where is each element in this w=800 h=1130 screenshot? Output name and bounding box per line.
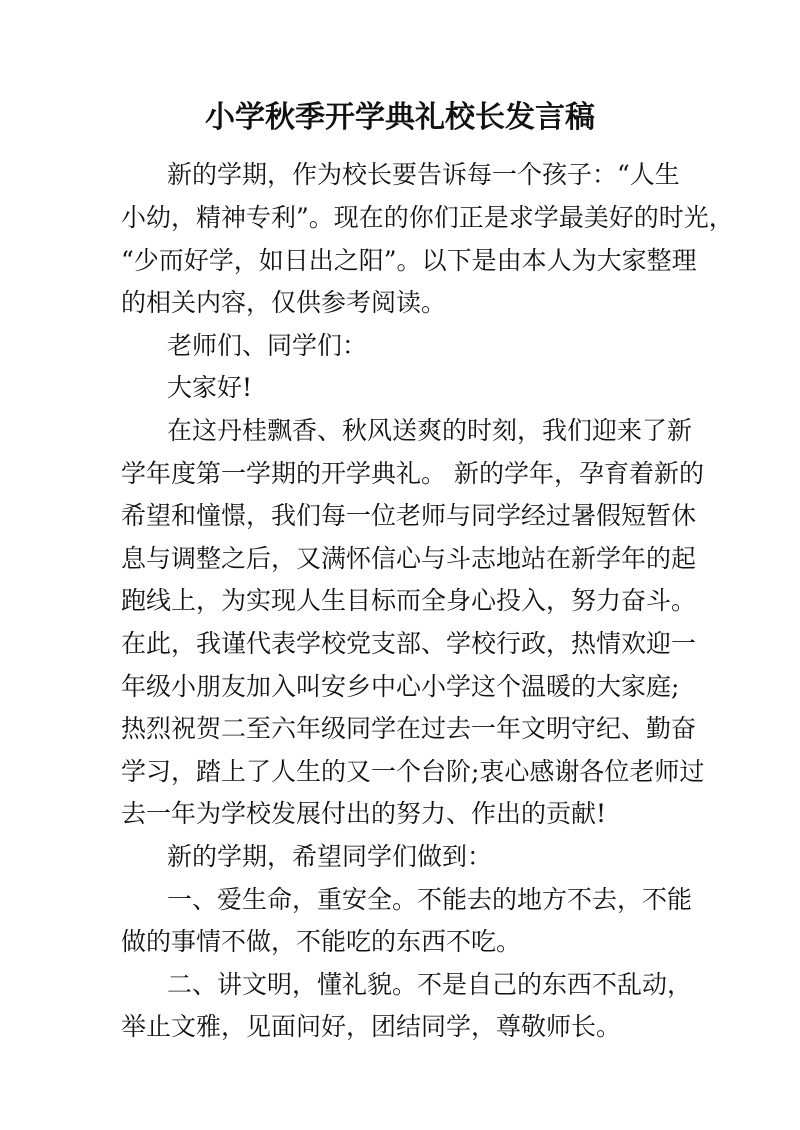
paragraph-line: 的相关内容，仅供参考阅读。 bbox=[121, 288, 447, 317]
paragraph-line: 热烈祝贺二至六年级同学在过去一年文明守纪、勤奋 bbox=[121, 714, 697, 743]
paragraph-line: 小幼，精神专利”。现在的你们正是求学最美好的时光， bbox=[121, 203, 734, 232]
paragraph-line: 在这丹桂飘香、秋风送爽的时刻，我们迎来了新 bbox=[167, 416, 693, 445]
paragraph-line: 学习，踏上了人生的又一个台阶;衷心感谢各位老师过 bbox=[121, 757, 705, 786]
paragraph-line: 新的学期，希望同学们做到： bbox=[167, 842, 493, 871]
list-item-line: 一、爱生命，重安全。不能去的地方不去，不能 bbox=[167, 885, 693, 914]
greeting-line: 大家好! bbox=[167, 373, 253, 402]
document-title: 小学秋季开学典礼校长发言稿 bbox=[205, 100, 595, 135]
list-item-line: 做的事情不做，不能吃的东西不吃。 bbox=[121, 927, 522, 956]
salutation-line: 老师们、同学们： bbox=[167, 331, 368, 360]
paragraph-line: 学年度第一学期的开学典礼。 新的学年，孕育着新的 bbox=[121, 459, 704, 488]
paragraph-line: 新的学期，作为校长要告诉每一个孩子：“人生 bbox=[167, 160, 680, 189]
paragraph-line: “少而好学，如日出之阳”。以下是由本人为大家整理 bbox=[121, 246, 697, 275]
paragraph-line: 在此，我谨代表学校党支部、学校行政，热情欢迎一 bbox=[121, 629, 697, 658]
paragraph-line: 去一年为学校发展付出的努力、作出的贡献! bbox=[121, 799, 607, 828]
paragraph-line: 息与调整之后，又满怀信心与斗志地站在新学年的起 bbox=[121, 544, 697, 573]
list-item-line: 二、讲文明，懂礼貌。不是自己的东西不乱动， bbox=[167, 970, 693, 999]
paragraph-line: 跑线上，为实现人生目标而全身心投入，努力奋斗。 bbox=[121, 586, 697, 615]
list-item-line: 举止文雅，见面问好，团结同学，尊敬师长。 bbox=[121, 1012, 622, 1041]
paragraph-line: 希望和憧憬，我们每一位老师与同学经过暑假短暂休 bbox=[121, 501, 697, 530]
paragraph-line: 年级小朋友加入叫安乡中心小学这个温暖的大家庭; bbox=[121, 672, 680, 701]
